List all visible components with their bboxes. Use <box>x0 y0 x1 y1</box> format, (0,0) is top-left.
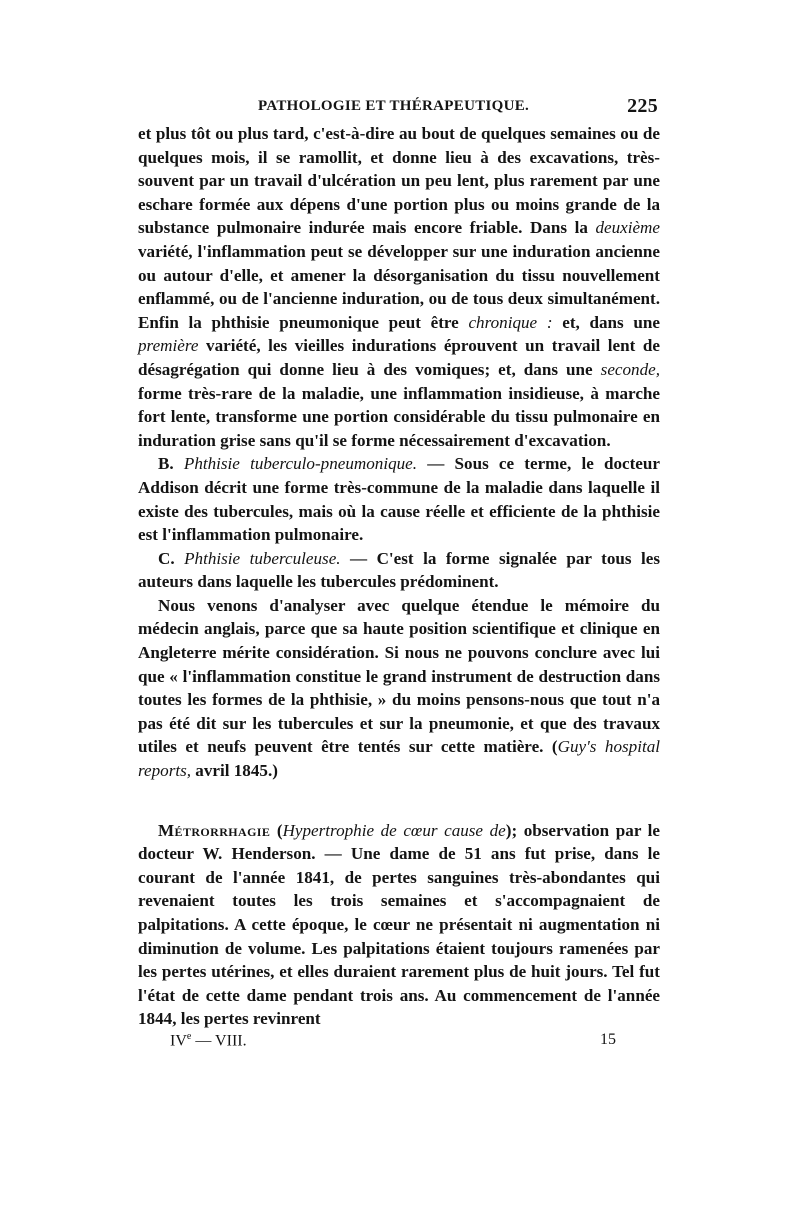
running-title: PATHOLOGIE ET THÉRAPEUTIQUE. <box>258 98 530 114</box>
paragraph: et plus tôt ou plus tard, c'est-à-dire au bout de quelques semaines ou de quelques mois, il se ramollit, et donne lieu à des excavations, très-souvent par un travail d'ulcération un peu lent, plus rarement par une eschare formée aux dépens d'une portion plus ou moins grande de la substance pulmonaire indurée mais encore friable. Dans la deuxième variété, l'inflammation peut se développer sur une induration ancienne ou autour d'elle, et amener la désorganisation du tissu nouvellement enflammé, ou de l'ancienne induration, ou de tous deux simultanément. Enfin la phthisie pneumonique peut être chronique : et, dans une première variété, les vieilles indurations éprouvent un travail lent de désagrégation qui donne lieu à des vomiques; et, dans une seconde, forme très-rare de la maladie, une inflammation insidieuse, à marche fort lente, transforme une portion considérable du tissu pulmonaire en induration grise sans qu'il se forme nécessairement d'excavation. <box>138 124 660 450</box>
page-footer <box>138 1031 660 1055</box>
citation: Guy's hospital reports, <box>138 737 660 781</box>
article-text <box>138 122 660 1031</box>
page-number: 225 <box>627 95 658 117</box>
signature-mark: IVe — VIII. <box>170 1030 247 1050</box>
section-title: Phthisie tuberculeuse. <box>184 548 341 568</box>
paragraph-phthisie-tuberculeuse: C. Phthisie tuberculeuse. — C'est la forme signalée par tous les auteurs dans laquelle les tubercules prédominent. <box>138 548 660 592</box>
running-head <box>138 95 660 122</box>
paragraph-metrorrhagie: Métrorrhagie (Hypertrophie de cœur cause de); observation par le docteur W. Henderson. — Une dame de 51 ans fut prise, dans le courant de l'année 1841, de pertes sanguines très-abondantes qui revenaient toutes les trois semaines et s'accompagnaient de palpitations. A cette époque, le cœur ne présentait ni augmentation ni diminution de volume. Les palpitations étaient toujours ramenées par les pertes utérines, et elles duraient rarement plus de huit jours. Tel fut l'état de cette dame pendant trois ans. Au commencement de l'année 1844, les pertes revinrent <box>138 820 661 1029</box>
article-subtitle: Hypertrophie de cœur cause de <box>282 820 506 840</box>
section-gap <box>138 783 660 819</box>
paragraph-phthisie-tuberculo-pneumonique: B. Phthisie tuberculo-pneumonique. — Sous ce terme, le docteur Addison décrit une forme très-commune de la maladie dans laquelle il existe des tubercules, mais où la cause réelle et efficiente de la phthisie est l'inflammation pulmonaire. <box>138 454 660 545</box>
page <box>138 95 661 1055</box>
sheet-number: 15 <box>600 1030 616 1048</box>
paragraph-conclusion: Nous venons d'analyser avec quelque étendue le mémoire du médecin anglais, parce que sa haute position scientifique et clinique en Angleterre mérite considération. Si nous ne pouvons conclure avec lui que « l'inflammation constitue le grand instrument de destruction dans toutes les formes de la phthisie, » du moins pensons-nous que tout n'a pas été dit sur les tubercules et sur la pneumonie, et que des travaux utiles et neufs peuvent être tentés sur cette matière. (Guy's hospital reports, avril 1845.) <box>138 595 660 781</box>
section-title: Phthisie tuberculo-pneumonique. <box>183 454 418 474</box>
article-heading: Métrorrhagie <box>158 820 271 840</box>
